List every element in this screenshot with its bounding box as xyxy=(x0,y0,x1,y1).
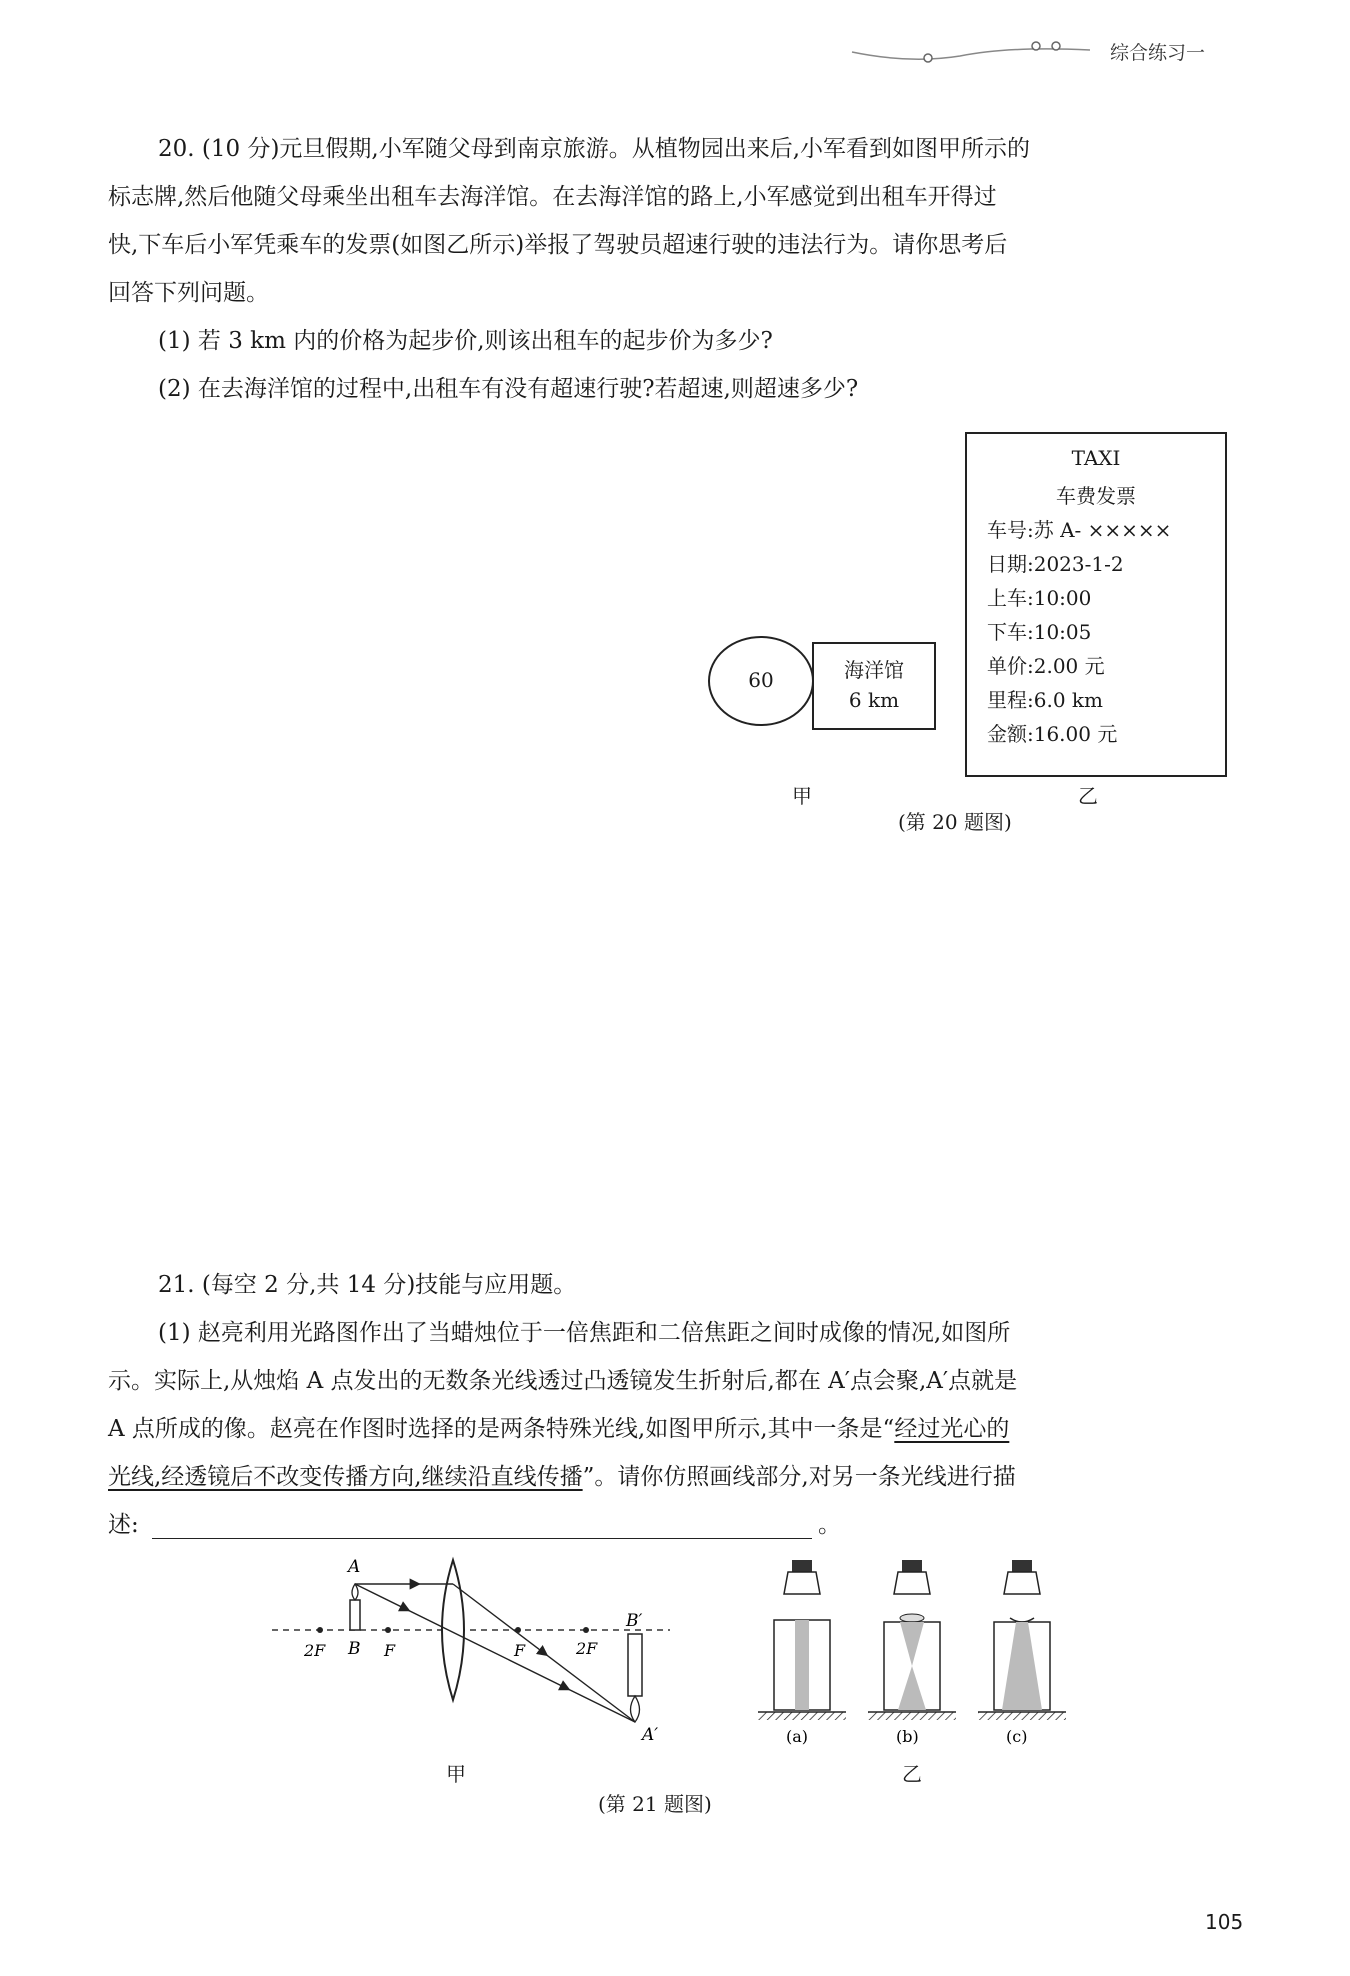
invoice-mileage: 里程:6.0 km xyxy=(987,688,1103,712)
q21-line1: 21. (每空 2 分,共 14 分)技能与应用题。 xyxy=(158,1272,577,1298)
destination-distance: 6 km xyxy=(848,688,900,712)
fig21-label-b: 乙 xyxy=(902,1762,922,1786)
speed-limit-value: 60 xyxy=(748,668,774,692)
invoice-subtitle: 车费发票 xyxy=(1056,484,1136,508)
label-B-prime: B′ xyxy=(626,1611,643,1631)
label-B: B xyxy=(348,1639,361,1659)
flashlight-a xyxy=(758,1560,846,1720)
invoice-amount: 金额:16.00 元 xyxy=(987,722,1118,746)
label-A-prime: A′ xyxy=(642,1725,659,1745)
answer-blank-line[interactable] xyxy=(152,1538,812,1539)
flashlight-b xyxy=(868,1560,956,1720)
label-F-left: F xyxy=(384,1641,396,1660)
destination-name: 海洋馆 xyxy=(844,658,904,682)
label-F-right: F xyxy=(514,1641,526,1660)
lamp-label-c: (c) xyxy=(1006,1727,1028,1746)
fig20-caption: (第 20 题图) xyxy=(898,810,1012,834)
invoice-date: 日期:2023-1-2 xyxy=(987,552,1124,576)
fig21-caption: (第 21 题图) xyxy=(598,1792,712,1816)
convex-lens-ray-diagram xyxy=(260,1550,700,1760)
q20-sub1: (1) 若 3 km 内的价格为起步价,则该出租车的起步价为多少? xyxy=(158,328,773,354)
q20-line4: 回答下列问题。 xyxy=(108,280,269,306)
invoice-car-no: 车号:苏 A- ××××× xyxy=(987,518,1172,542)
q20-line3: 快,下车后小军凭乘车的发票(如图乙所示)举报了驾驶员超速行驶的违法行为。请你思考后 xyxy=(108,232,1008,258)
lamp-label-a: (a) xyxy=(786,1727,809,1746)
header-section-title: 综合练习一 xyxy=(1110,42,1206,64)
fig20-label-b: 乙 xyxy=(1078,784,1098,808)
invoice-alight-time: 下车:10:05 xyxy=(987,620,1092,644)
q21-line6: 述: xyxy=(108,1512,139,1538)
q21-line3: 示。实际上,从烛焰 A 点发出的无数条光线透过凸透镜发生折射后,都在 A′点会聚,A′点就是 xyxy=(108,1368,1018,1394)
q21-line4: A 点所成的像。赵亮在作图时选择的是两条特殊光线,如图甲所示,其中一条是“经过光心的 xyxy=(108,1416,1010,1442)
q20-line1: 20. (10 分)元旦假期,小军随父母到南京旅游。从植物园出来后,小军看到如图甲所示的 xyxy=(158,136,1031,162)
q21-underlined-phrase-2: 光线,经透镜后不改变传播方向,继续沿直线传播 xyxy=(108,1464,583,1490)
invoice-board-time: 上车:10:00 xyxy=(987,586,1092,610)
invoice-unit-price: 单价:2.00 元 xyxy=(987,654,1105,678)
q21-line6-end: 。 xyxy=(818,1512,841,1538)
label-A: A xyxy=(348,1557,361,1577)
fig21-label-a: 甲 xyxy=(446,1762,466,1786)
fig20-label-a: 甲 xyxy=(792,784,812,808)
invoice-title: TAXI xyxy=(1071,446,1121,470)
q21-underlined-phrase-1: 经过光心的 xyxy=(894,1416,1010,1442)
q21-line5: 光线,经透镜后不改变传播方向,继续沿直线传播”。请你仿照画线部分,对另一条光线进行描 xyxy=(108,1464,1016,1490)
q20-sub2: (2) 在去海洋馆的过程中,出租车有没有超速行驶?若超速,则超速多少? xyxy=(158,376,859,402)
q20-line2: 标志牌,然后他随父母乘坐出租车去海洋馆。在去海洋馆的路上,小军感觉到出租车开得过 xyxy=(108,184,997,210)
label-2F-left: 2F xyxy=(304,1641,326,1660)
q21-line2: (1) 赵亮利用光路图作出了当蜡烛位于一倍焦距和二倍焦距之间时成像的情况,如图所 xyxy=(158,1320,1011,1346)
page-number: 105 xyxy=(1205,1910,1244,1934)
lamp-label-b: (b) xyxy=(896,1727,919,1746)
flashlight-beam-diagram xyxy=(750,1550,1090,1750)
flashlight-c xyxy=(978,1560,1066,1720)
taxi-invoice xyxy=(965,432,1227,777)
header-decoration xyxy=(850,30,1100,70)
label-2F-right: 2F xyxy=(576,1639,598,1658)
